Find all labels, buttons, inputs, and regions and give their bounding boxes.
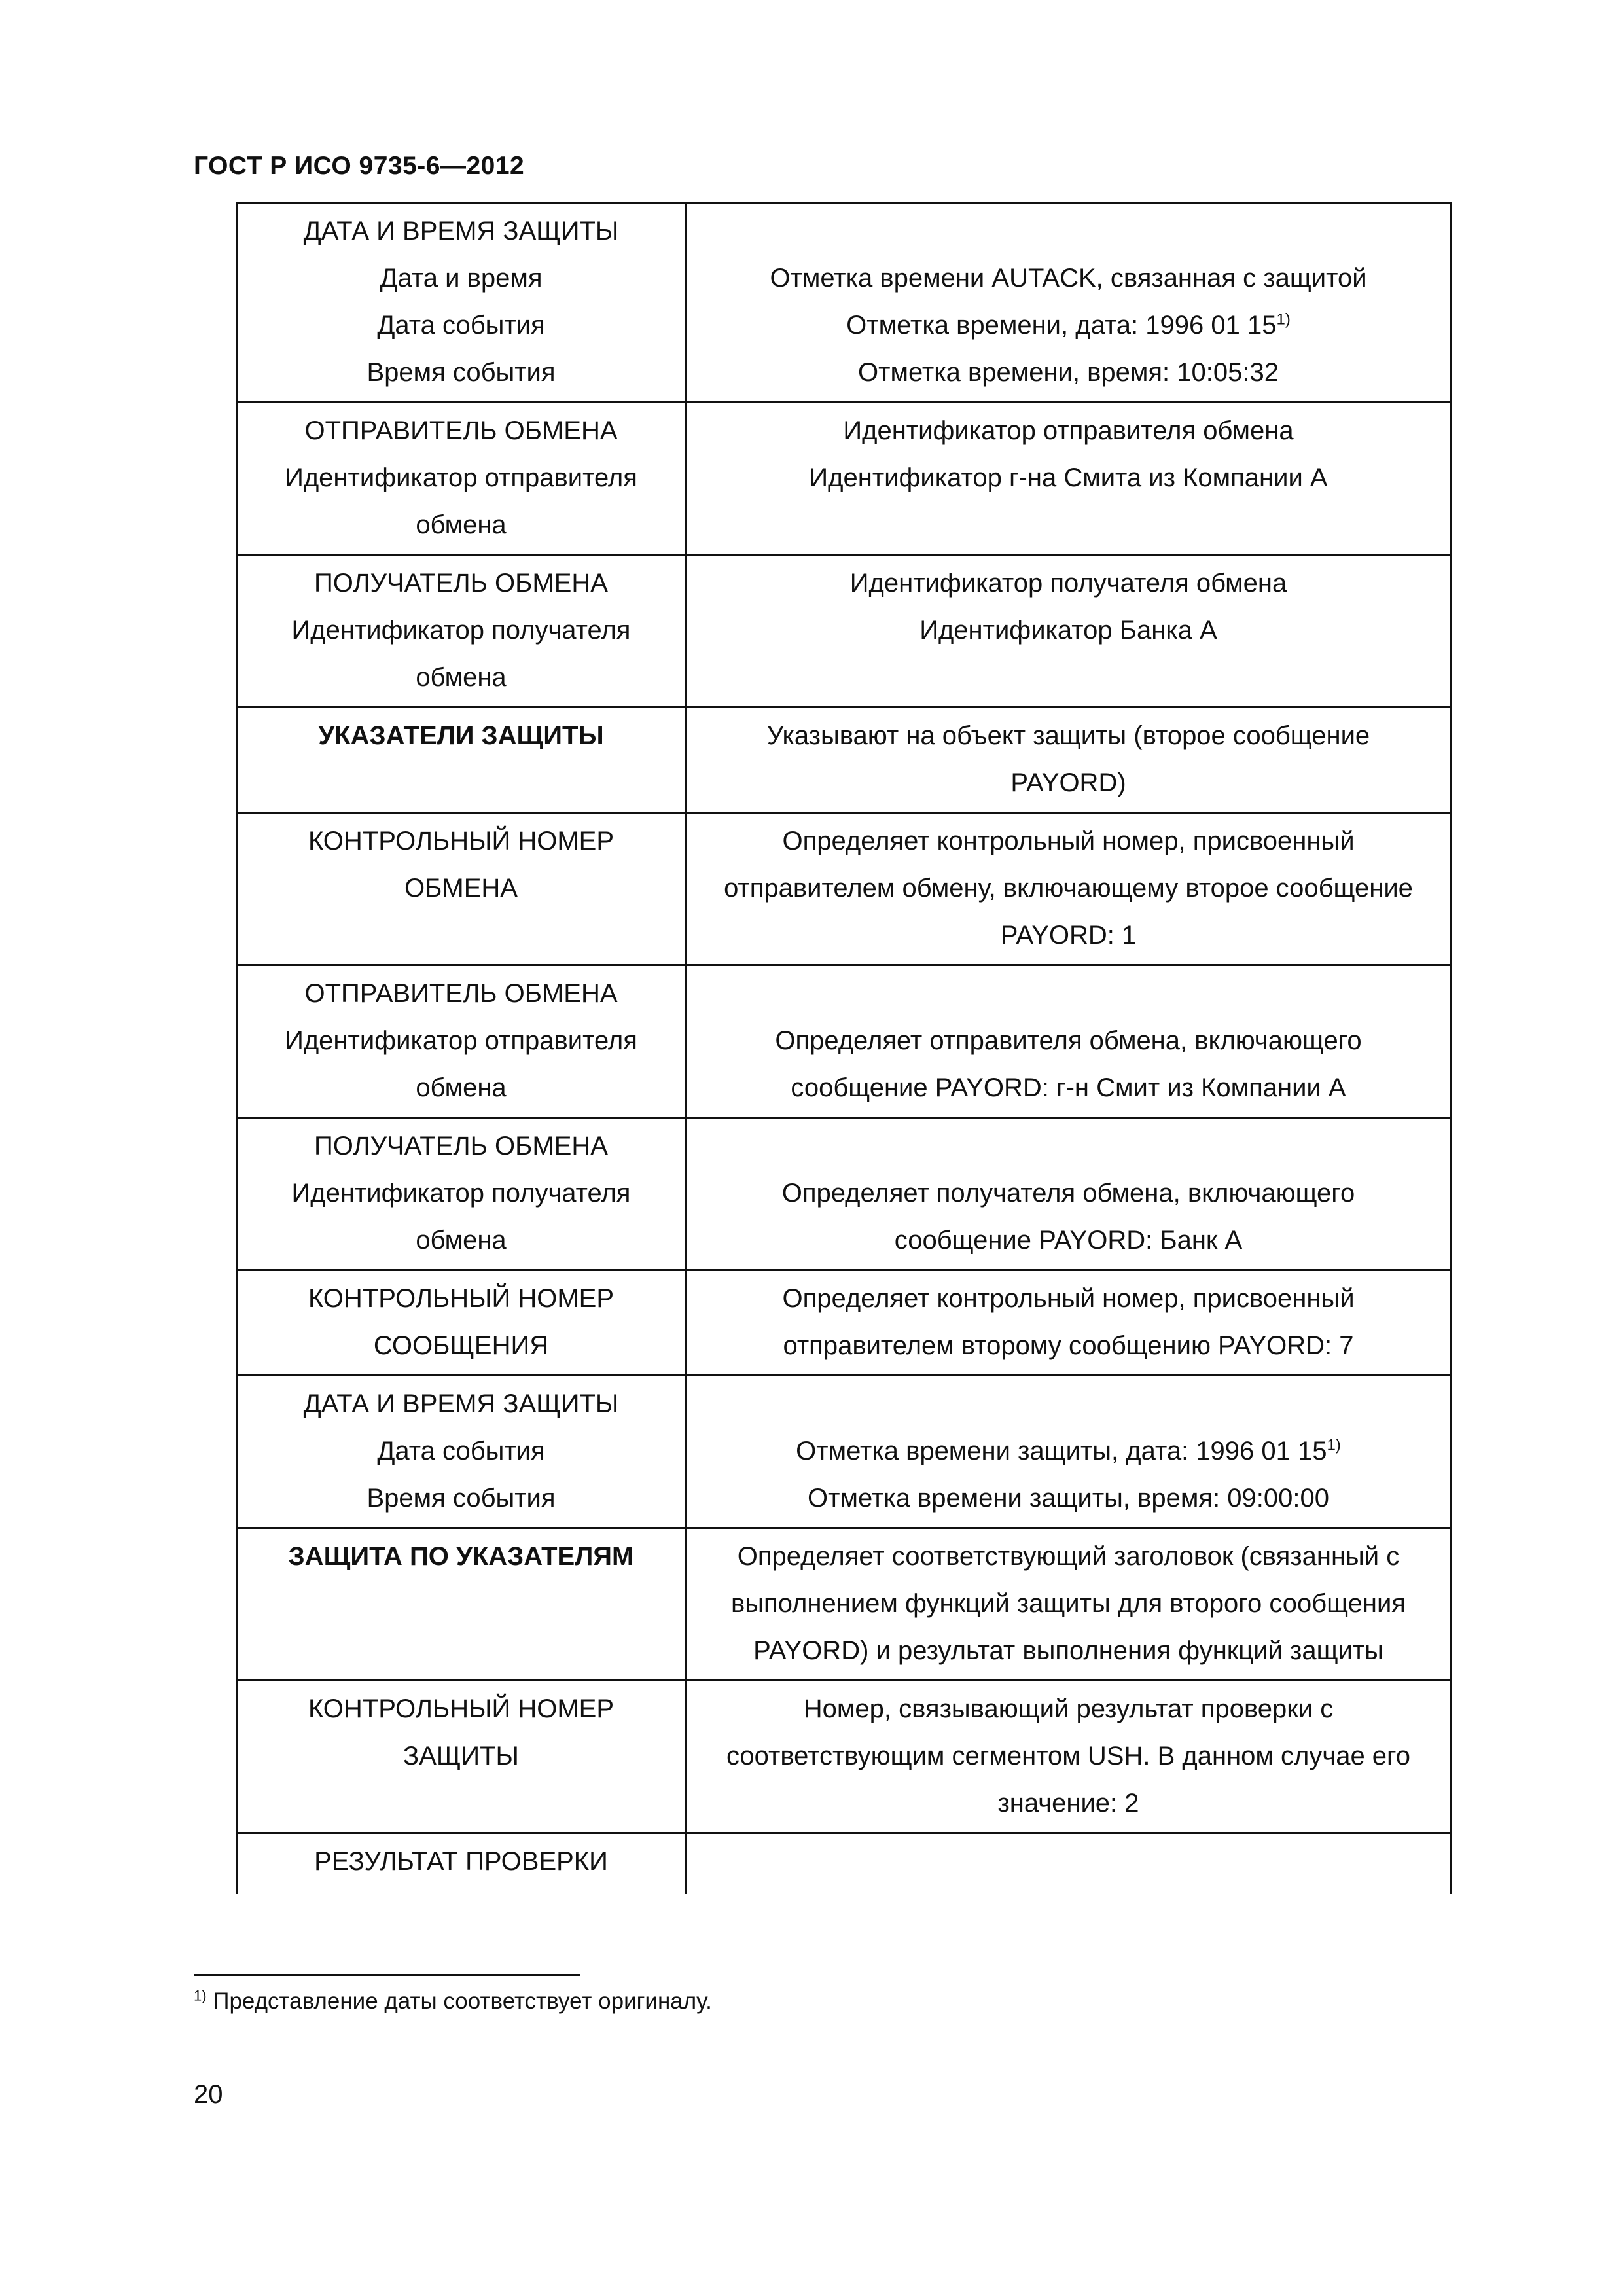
- field-line: РЕЗУЛЬТАТ ПРОВЕРКИ: [314, 1847, 608, 1876]
- field-cell: [237, 1681, 686, 1833]
- table-row: [237, 708, 1452, 813]
- table-row: [237, 965, 1452, 1118]
- description-line: Номер, связывающий результат проверки с: [803, 1695, 1334, 1723]
- description-line: [702, 207, 1435, 255]
- field-line: ОТПРАВИТЕЛЬ ОБМЕНА: [304, 416, 618, 445]
- description-line: Идентификатор г-на Смита из Компании А: [809, 463, 1328, 492]
- description-line: Определяет контрольный номер, присвоенный: [782, 827, 1355, 855]
- table-row: [237, 1376, 1452, 1528]
- description-line: Отметка времени AUTACK, связанная с защитой: [770, 264, 1367, 293]
- table-row: [237, 1270, 1452, 1376]
- footnote-divider: [194, 1974, 580, 1976]
- field-line: ПОЛУЧАТЕЛЬ ОБМЕНА: [314, 1132, 608, 1160]
- description-line: отправителем второму сообщению PAYORD: 7: [783, 1331, 1354, 1360]
- field-cell: [237, 708, 686, 813]
- field-cell: [237, 203, 686, 403]
- description-line: [702, 1380, 1435, 1427]
- field-line: Дата события: [377, 1437, 545, 1465]
- table-row: [237, 1681, 1452, 1833]
- table-row: [237, 813, 1452, 965]
- description-cell: [686, 813, 1452, 965]
- description-line: Определяет получателя обмена, включающего: [781, 1179, 1355, 1208]
- description-line: PAYORD: 1: [1000, 921, 1137, 950]
- field-line: Дата события: [377, 311, 545, 340]
- description-cell: [686, 1833, 1452, 1895]
- description-cell: [686, 555, 1452, 708]
- field-cell: [237, 1528, 686, 1681]
- description-cell: [686, 1528, 1452, 1681]
- field-cell: [237, 1270, 686, 1376]
- field-line: обмена: [416, 1073, 507, 1102]
- field-line-bold: ЗАЩИТА ПО УКАЗАТЕЛЯМ: [288, 1542, 634, 1571]
- field-cell: [237, 813, 686, 965]
- field-line: ОБМЕНА: [404, 874, 518, 903]
- description-cell: [686, 965, 1452, 1118]
- description-text: Отметка времени, дата: 1996 01 15: [846, 311, 1277, 340]
- field-line: Идентификатор получателя: [291, 616, 631, 645]
- description-cell: [686, 1681, 1452, 1833]
- description-line: [702, 970, 1435, 1017]
- description-line: соответствующим сегментом USH. В данном случае его: [726, 1742, 1411, 1770]
- field-line: Время события: [366, 1484, 556, 1513]
- message-example-table: [236, 202, 1452, 1894]
- field-cell: [237, 965, 686, 1118]
- description-line: [702, 302, 1435, 349]
- footnote: [194, 1988, 712, 2015]
- field-line: КОНТРОЛЬНЫЙ НОМЕР: [308, 1695, 615, 1723]
- description-cell: [686, 1376, 1452, 1528]
- table-row: [237, 203, 1452, 403]
- description-line: [702, 1427, 1435, 1475]
- field-line: ОТПРАВИТЕЛЬ ОБМЕНА: [304, 979, 618, 1008]
- field-line: Идентификатор отправителя: [285, 463, 637, 492]
- description-line: Определяет соответствующий заголовок (связанный с: [737, 1542, 1400, 1571]
- field-line: КОНТРОЛЬНЫЙ НОМЕР: [308, 1284, 615, 1313]
- footnote-reference: 1): [1327, 1436, 1341, 1454]
- field-cell: [237, 403, 686, 555]
- field-line: ДАТА И ВРЕМЯ ЗАЩИТЫ: [303, 217, 619, 245]
- page-number: 20: [194, 2080, 223, 2109]
- field-line: Идентификатор отправителя: [285, 1026, 637, 1055]
- field-line-bold: УКАЗАТЕЛИ ЗАЩИТЫ: [318, 721, 604, 750]
- description-text: Отметка времени защиты, дата: 1996 01 15: [796, 1437, 1327, 1465]
- field-cell: [237, 1118, 686, 1270]
- description-line: Идентификатор отправителя обмена: [843, 416, 1294, 445]
- field-line: КОНТРОЛЬНЫЙ НОМЕР: [308, 827, 615, 855]
- description-line: Идентификатор Банка А: [919, 616, 1217, 645]
- description-cell: [686, 1118, 1452, 1270]
- document-header: ГОСТ Р ИСО 9735-6—2012: [194, 152, 525, 180]
- description-line: значение: 2: [997, 1789, 1139, 1818]
- field-cell: [237, 1833, 686, 1895]
- field-line: обмена: [416, 1226, 507, 1255]
- description-line: отправителем обмену, включающему второе сообщение: [724, 874, 1413, 903]
- footnote-reference: 1): [1276, 310, 1291, 329]
- field-line: ПОЛУЧАТЕЛЬ ОБМЕНА: [314, 569, 608, 598]
- field-cell: [237, 1376, 686, 1528]
- description-line: Отметка времени, время: 10:05:32: [858, 358, 1279, 387]
- description-line: Указывают на объект защиты (второе сообщение: [766, 721, 1370, 750]
- field-cell: [237, 555, 686, 708]
- field-line: Дата и время: [380, 264, 543, 293]
- description-line: сообщение PAYORD: г-н Смит из Компании А: [791, 1073, 1346, 1102]
- description-line: выполнением функций защиты для второго сообщения: [731, 1589, 1406, 1618]
- footnote-text: Представление даты соответствует оригиналу.: [213, 1988, 712, 2014]
- description-line: Идентификатор получателя обмена: [849, 569, 1287, 598]
- table-row: [237, 555, 1452, 708]
- description-line: PAYORD) и результат выполнения функций защиты: [753, 1636, 1383, 1665]
- field-line: ЗАЩИТЫ: [403, 1742, 519, 1770]
- description-cell: [686, 1270, 1452, 1376]
- field-line: обмена: [416, 663, 507, 692]
- description-cell: [686, 203, 1452, 403]
- table-row: [237, 1528, 1452, 1681]
- field-line: ДАТА И ВРЕМЯ ЗАЩИТЫ: [303, 1390, 619, 1418]
- table-row: [237, 1833, 1452, 1895]
- description-line: Отметка времени защиты, время: 09:00:00: [808, 1484, 1329, 1513]
- field-line: обмена: [416, 511, 507, 539]
- description-line: [702, 1122, 1435, 1170]
- field-line: Идентификатор получателя: [291, 1179, 631, 1208]
- table-row: [237, 1118, 1452, 1270]
- field-line: СООБЩЕНИЯ: [373, 1331, 549, 1360]
- description-cell: [686, 403, 1452, 555]
- field-line: Время события: [366, 358, 556, 387]
- description-line: PAYORD): [1010, 768, 1126, 797]
- table-row: [237, 403, 1452, 555]
- description-cell: [686, 708, 1452, 813]
- description-line: сообщение PAYORD: Банк А: [894, 1226, 1243, 1255]
- description-line: Определяет отправителя обмена, включающего: [775, 1026, 1362, 1055]
- footnote-mark: 1): [194, 1987, 207, 2004]
- description-line: Определяет контрольный номер, присвоенный: [782, 1284, 1355, 1313]
